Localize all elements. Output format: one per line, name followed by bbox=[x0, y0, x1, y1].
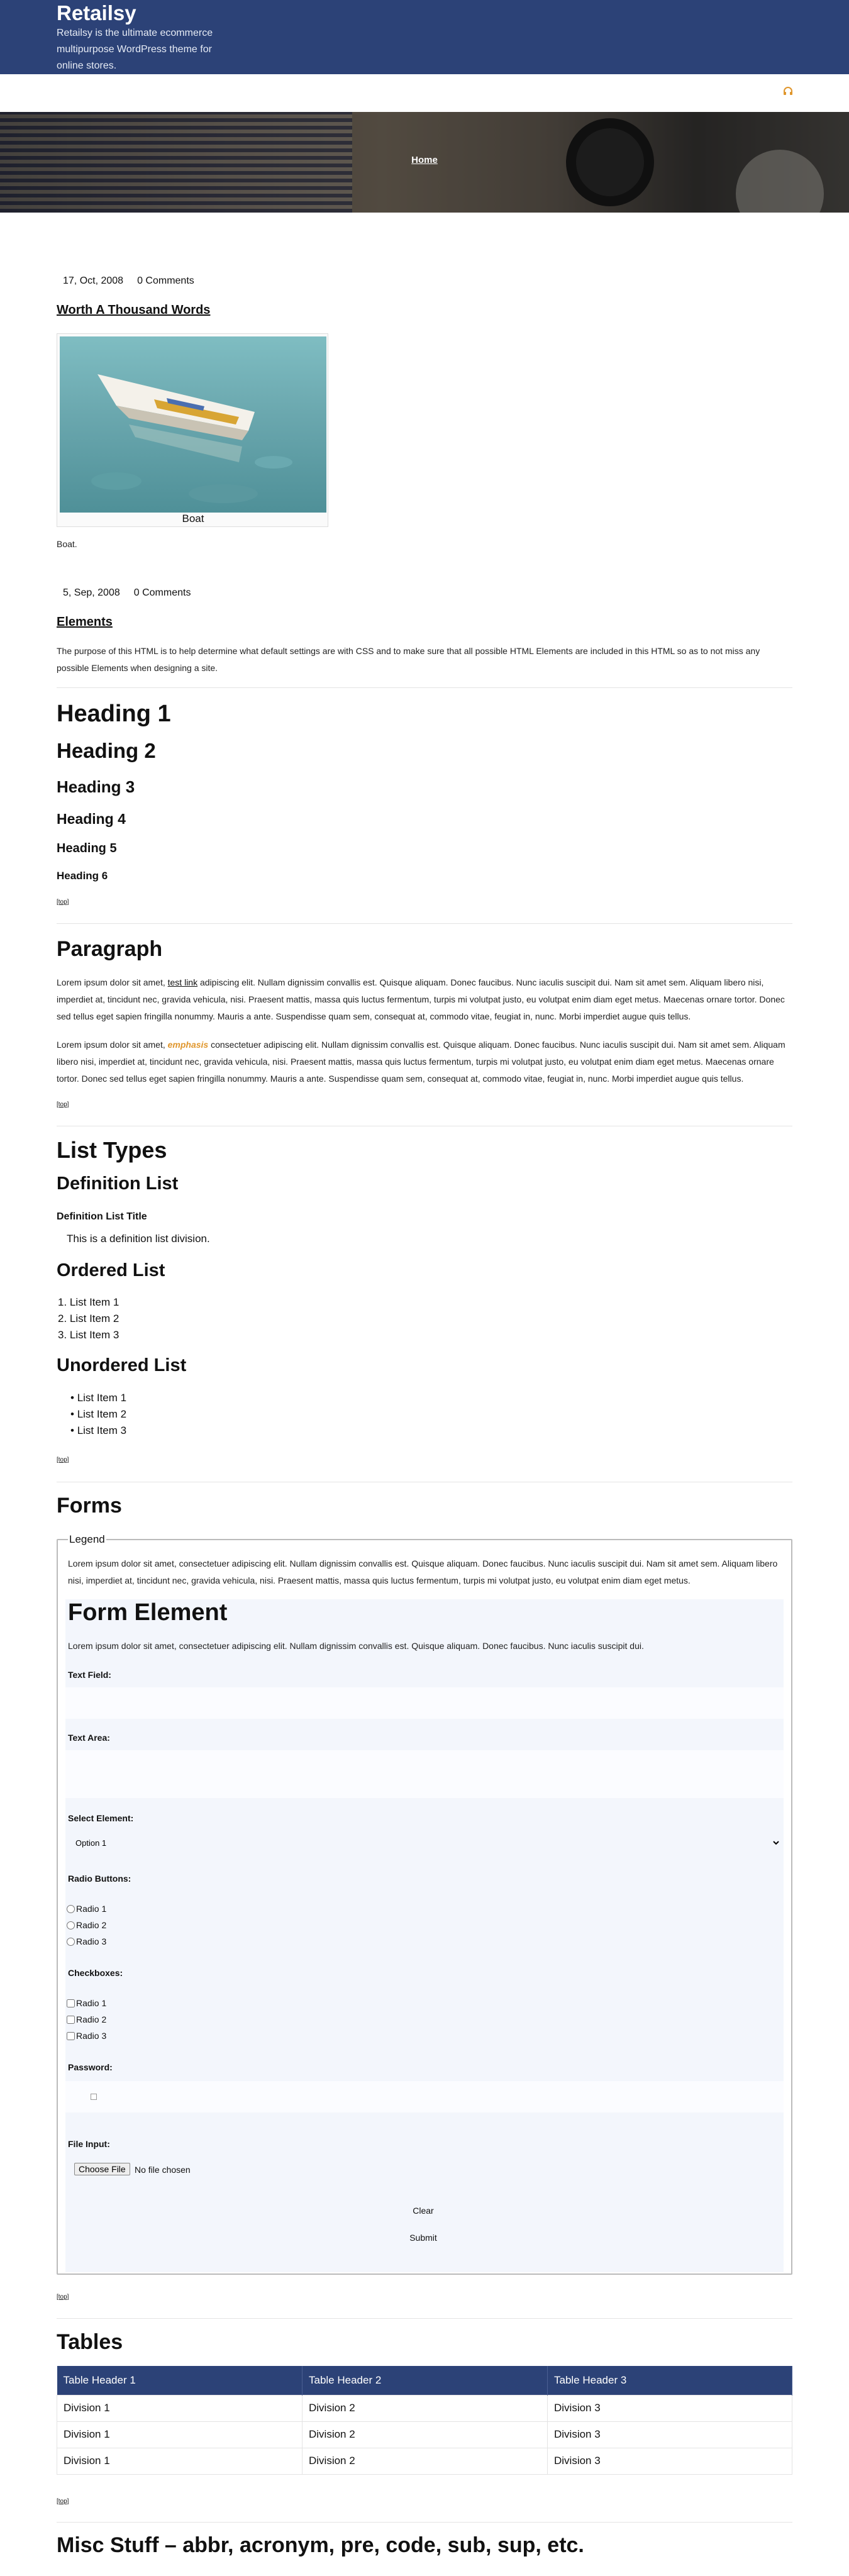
checkbox-label: Radio 3 bbox=[76, 2031, 107, 2041]
top-link[interactable]: [top] bbox=[57, 899, 69, 906]
data-table bbox=[57, 2366, 792, 2475]
divider bbox=[57, 2522, 792, 2523]
text-segment: Lorem ipsum dolor sit amet, bbox=[57, 1040, 168, 1050]
heading-3: Heading 3 bbox=[57, 777, 135, 796]
select-label: Select Element: bbox=[68, 1813, 134, 1823]
table-cell: Division 1 bbox=[57, 2421, 302, 2448]
list-item: 3. List Item 3 bbox=[58, 1329, 119, 1341]
checkbox-option[interactable] bbox=[67, 2014, 106, 2024]
radio-label: Radio 1 bbox=[76, 1904, 107, 1914]
post-figure bbox=[57, 333, 328, 527]
post-date: 5, Sep, 2008 bbox=[63, 587, 120, 598]
top-link[interactable]: [top] bbox=[57, 2498, 69, 2505]
table-cell: Division 3 bbox=[548, 2421, 792, 2448]
legend-text: Lorem ipsum dolor sit amet, consectetuer adipiscing elit. Nullam dignissim convallis est. Quisque aliquam. Donec faucibus. Nunc iaculis suscipit dui. Nam sit amet sem. Aliquam libero nisi, imperdiet at, tincidunt nec, gravida vehicula, nisi. Praesent mattis, massa quis luctus fermentum, turpis mi volutpat justo, eu volutpat enim diam eget metus. bbox=[68, 1558, 778, 1585]
ordered-list-title: Ordered List bbox=[57, 1260, 165, 1280]
list-item-text: List Item 1 bbox=[69, 1296, 119, 1308]
table-header: Table Header 3 bbox=[548, 2366, 792, 2395]
form-element-title: Form Element bbox=[68, 1599, 228, 1626]
radio-input[interactable] bbox=[67, 1938, 75, 1946]
post-comments[interactable]: 0 Comments bbox=[133, 587, 191, 598]
checkbox-label: Radio 2 bbox=[76, 2014, 107, 2024]
paragraph-2 bbox=[57, 1036, 792, 1087]
list-item-text: List Item 2 bbox=[77, 1408, 127, 1420]
post-meta bbox=[63, 587, 191, 599]
list-item-text: List Item 2 bbox=[69, 1313, 119, 1324]
list-item-text: List Item 3 bbox=[77, 1424, 127, 1436]
table-header: Table Header 2 bbox=[302, 2366, 548, 2395]
post-title[interactable]: Elements bbox=[57, 615, 113, 629]
table-header: Table Header 1 bbox=[57, 2366, 302, 2395]
ordered-list bbox=[58, 1294, 119, 1343]
misc-title: Misc Stuff – abbr, acronym, pre, code, sub, sup, etc. bbox=[57, 2533, 584, 2557]
checkbox-input[interactable] bbox=[67, 2032, 75, 2040]
radio-option[interactable] bbox=[67, 1920, 106, 1930]
submit-button[interactable]: Submit bbox=[68, 2233, 779, 2243]
checkbox-input[interactable] bbox=[67, 2016, 75, 2024]
list-types-title: List Types bbox=[57, 1137, 167, 1163]
emphasis-text: emphasis bbox=[167, 1040, 209, 1050]
select-element[interactable] bbox=[68, 1833, 781, 1852]
checkbox-option[interactable] bbox=[67, 2031, 106, 2041]
tables-title: Tables bbox=[57, 2330, 123, 2354]
table-cell: Division 2 bbox=[302, 2421, 548, 2448]
divider bbox=[57, 2318, 792, 2319]
password-field[interactable] bbox=[65, 2081, 784, 2112]
table-header-row bbox=[57, 2366, 792, 2395]
headset-icon[interactable] bbox=[782, 86, 794, 97]
text-segment: adipiscing elit. Nullam dignissim convallis est. Quisque aliquam. Donec faucibus. Nunc iaculis suscipit dui. Nam sit amet sem. Aliquam libero nisi, imperdiet at, tincidunt nec, gravida vehicula, nisi. Praesent mattis, massa quis luctus fermentum, turpis mi volutpat justo, eu volutpat enim diam eget metus. Maecenas ornare tortor. Donec sed tellus eget sapien fringilla nonummy. Mauris a ante. Suspendisse quam sem, consequat at, commodo vitae, feugiat in, nunc. Morbi imperdiet augue quis tellus. bbox=[57, 977, 785, 1021]
boat-image bbox=[60, 336, 326, 513]
heading-4: Heading 4 bbox=[57, 811, 126, 827]
heading-2: Heading 2 bbox=[57, 739, 156, 762]
divider bbox=[57, 687, 792, 688]
table-cell: Division 1 bbox=[57, 2448, 302, 2474]
checkbox-input[interactable] bbox=[67, 1999, 75, 2007]
list-item: 2. List Item 2 bbox=[58, 1313, 119, 1324]
top-link[interactable]: [top] bbox=[57, 2294, 69, 2301]
divider bbox=[57, 923, 792, 924]
fieldset-legend: Legend bbox=[69, 1533, 105, 1545]
paragraph-1 bbox=[57, 974, 792, 1025]
list-item: • List Item 1 bbox=[70, 1392, 127, 1404]
radio-option[interactable] bbox=[67, 1904, 106, 1914]
post-title[interactable]: Worth A Thousand Words bbox=[57, 303, 211, 317]
image-caption: Boat bbox=[182, 513, 204, 525]
table-cell: Division 3 bbox=[548, 2395, 792, 2421]
table-cell: Division 2 bbox=[302, 2448, 548, 2474]
text-area-label: Text Area: bbox=[68, 1733, 110, 1743]
definition-list-title: Definition List bbox=[57, 1174, 179, 1194]
text-area[interactable] bbox=[65, 1750, 784, 1798]
dl-term: Definition List Title bbox=[57, 1211, 147, 1222]
table-row bbox=[57, 2395, 792, 2421]
form-element-text: Lorem ipsum dolor sit amet, consectetuer adipiscing elit. Nullam dignissim convallis est. Quisque aliquam. Donec faucibus. Nunc iaculis suscipit dui. bbox=[68, 1641, 644, 1651]
breadcrumb-home-link[interactable]: Home bbox=[411, 155, 438, 165]
radio-label: Radio 3 bbox=[76, 1936, 107, 1946]
paragraph-title: Paragraph bbox=[57, 937, 163, 961]
checkbox-label: Radio 1 bbox=[76, 1998, 107, 2008]
site-description: Retailsy is the ultimate ecommerce multipurpose WordPress theme for online stores. bbox=[57, 28, 213, 71]
password-input-box[interactable] bbox=[91, 2094, 97, 2100]
top-link[interactable]: [top] bbox=[57, 1457, 69, 1463]
table-cell: Division 3 bbox=[548, 2448, 792, 2474]
list-item-text: List Item 1 bbox=[77, 1392, 127, 1404]
top-link[interactable]: [top] bbox=[57, 1101, 69, 1108]
list-item: 1. List Item 1 bbox=[58, 1296, 119, 1308]
list-item-text: List Item 3 bbox=[69, 1329, 119, 1341]
text-field[interactable] bbox=[65, 1687, 784, 1719]
site-header bbox=[0, 0, 849, 74]
clear-button[interactable]: Clear bbox=[68, 2206, 779, 2216]
file-status: No file chosen bbox=[135, 2165, 191, 2175]
radio-buttons-label: Radio Buttons: bbox=[68, 1874, 131, 1884]
post-intro: The purpose of this HTML is to help determine what default settings are with CSS and to make sure that all possible HTML Elements are included in this HTML so as to not miss any possible Elements when designing a site. bbox=[57, 646, 760, 673]
heading-6: Heading 6 bbox=[57, 870, 108, 882]
password-label: Password: bbox=[68, 2062, 113, 2072]
post-meta bbox=[63, 275, 194, 287]
site-title[interactable]: Retailsy bbox=[57, 1, 136, 25]
table-row bbox=[57, 2421, 792, 2448]
radio-input[interactable] bbox=[67, 1905, 75, 1913]
nav-bar bbox=[0, 74, 849, 112]
test-link[interactable]: test link bbox=[167, 977, 198, 987]
unordered-list bbox=[70, 1390, 126, 1439]
post-excerpt: Boat. bbox=[57, 539, 77, 549]
post-comments[interactable]: 0 Comments bbox=[137, 275, 194, 286]
hero-banner bbox=[0, 112, 849, 213]
checkbox-option[interactable] bbox=[67, 1998, 106, 2008]
post-date: 17, Oct, 2008 bbox=[63, 275, 124, 286]
table-cell: Division 1 bbox=[57, 2395, 302, 2421]
table-row bbox=[57, 2448, 792, 2474]
text-field-label: Text Field: bbox=[68, 1670, 111, 1680]
checkboxes-label: Checkboxes: bbox=[68, 1968, 123, 1978]
heading-5: Heading 5 bbox=[57, 841, 117, 855]
list-item: • List Item 3 bbox=[70, 1424, 127, 1436]
file-input-label: File Input: bbox=[68, 2139, 110, 2149]
list-item: • List Item 2 bbox=[70, 1408, 127, 1420]
form-fieldset bbox=[57, 1533, 792, 2275]
radio-option[interactable] bbox=[67, 1936, 106, 1946]
dl-description: This is a definition list division. bbox=[67, 1233, 210, 1245]
radio-label: Radio 2 bbox=[76, 1920, 107, 1930]
text-segment: Lorem ipsum dolor sit amet, bbox=[57, 977, 168, 987]
unordered-list-title: Unordered List bbox=[57, 1355, 187, 1375]
choose-file-button[interactable]: Choose File bbox=[74, 2163, 130, 2175]
text-segment: consectetuer adipiscing elit. Nullam dignissim convallis est. Quisque aliquam. Donec faucibus. Nunc iaculis suscipit dui. Nam sit amet sem. Aliquam libero nisi, imperdiet at, tincidunt nec, gravida vehicula, nisi. Praesent mattis, massa quis luctus fermentum, turpis mi volutpat justo, eu volutpat enim diam eget metus. Maecenas ornare tortor. Donec sed tellus eget sapien fringilla nonummy. Mauris a ante. Suspendisse quam sem, consequat at, commodo vitae, feugiat in, nunc. Morbi imperdiet augue quis tellus. bbox=[57, 1040, 785, 1084]
heading-1: Heading 1 bbox=[57, 701, 171, 727]
forms-title: Forms bbox=[57, 1494, 122, 1518]
table-cell: Division 2 bbox=[302, 2395, 548, 2421]
radio-input[interactable] bbox=[67, 1921, 75, 1929]
